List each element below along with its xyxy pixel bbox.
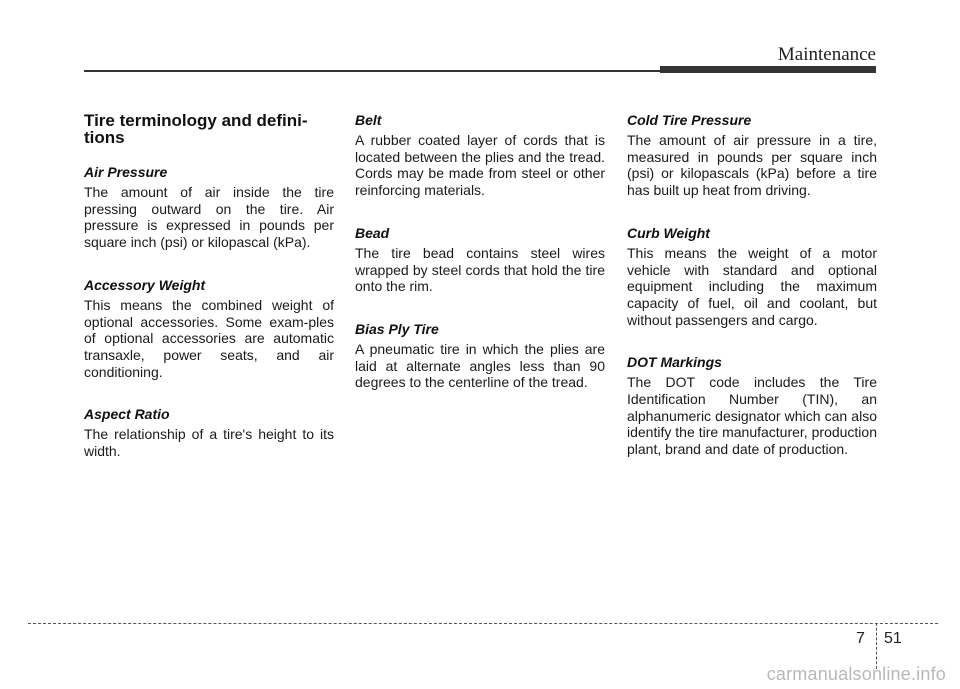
watermark: carmanualsonline.info [766, 664, 946, 684]
text-column-2 [355, 112, 605, 417]
term-heading: Cold Tire Pressure [627, 112, 752, 128]
term-definition: This means the combined weight of optional accessories. Some exam-ples of optional accessories are automatic transaxle, power seats, and air conditioning. [84, 296, 334, 380]
term-entry [627, 225, 877, 329]
header-rule-thick [660, 66, 876, 73]
chapter-number: 7 [856, 630, 865, 647]
term-heading: Air Pressure [84, 164, 168, 180]
term-heading: Belt [355, 112, 382, 128]
term-heading: Bead [355, 224, 390, 241]
term-definition: The DOT code includes the Tire Identification Number (TIN), an alphanumeric designator which can also identify the tire manufacturer, production plant, brand and date of production. [627, 374, 877, 458]
header-rule-thin [84, 70, 660, 72]
term-entry [84, 406, 334, 459]
term-heading: Curb Weight [627, 224, 710, 241]
footer-page-divider [876, 623, 877, 669]
term-entry [355, 112, 605, 199]
footer-dashed-rule [28, 623, 938, 624]
term-definition: The amount of air inside the tire pressing outward on the tire. Air pressure is expressed in pounds per square inch (psi) or kilopascal (kPa). [84, 184, 334, 251]
term-definition: A rubber coated layer of cords that is located between the plies and the tread. Cords may be made from steel or other reinforcing materials. [355, 132, 605, 199]
term-definition: The amount of air pressure in a tire, measured in pounds per square inch (psi) or kilopascals (kPa) before a tire has built up heat from driving. [627, 132, 877, 199]
term-entry [355, 225, 605, 295]
term-entry [627, 354, 877, 458]
term-definition: This means the weight of a motor vehicle with standard and optional equipment including the maximum capacity of fuel, oil and coolant, but without passengers and cargo. [627, 244, 877, 328]
text-column-3 [627, 112, 877, 484]
term-heading: Bias Ply Tire [355, 320, 439, 337]
term-heading: Aspect Ratio [84, 406, 170, 423]
term-heading: Accessory Weight [84, 276, 206, 293]
term-entry [355, 321, 605, 391]
term-definition: A pneumatic tire in which the plies are laid at alternate angles less than 90 degrees to the centerline of the tread. [355, 340, 605, 391]
section-title: Tire terminology and defini- tions [84, 111, 308, 147]
page-header-title: Maintenance [777, 44, 876, 65]
page-number: 51 [884, 630, 902, 647]
term-entry [627, 112, 877, 199]
term-definition: The tire bead contains steel wires wrapped by steel cords that hold the tire onto the rim. [355, 244, 605, 295]
term-entry [84, 277, 334, 381]
text-column-1 [84, 112, 334, 486]
term-entry [84, 164, 334, 251]
term-heading: DOT Markings [627, 354, 722, 371]
term-definition: The relationship of a tire's height to its width. [84, 426, 334, 460]
